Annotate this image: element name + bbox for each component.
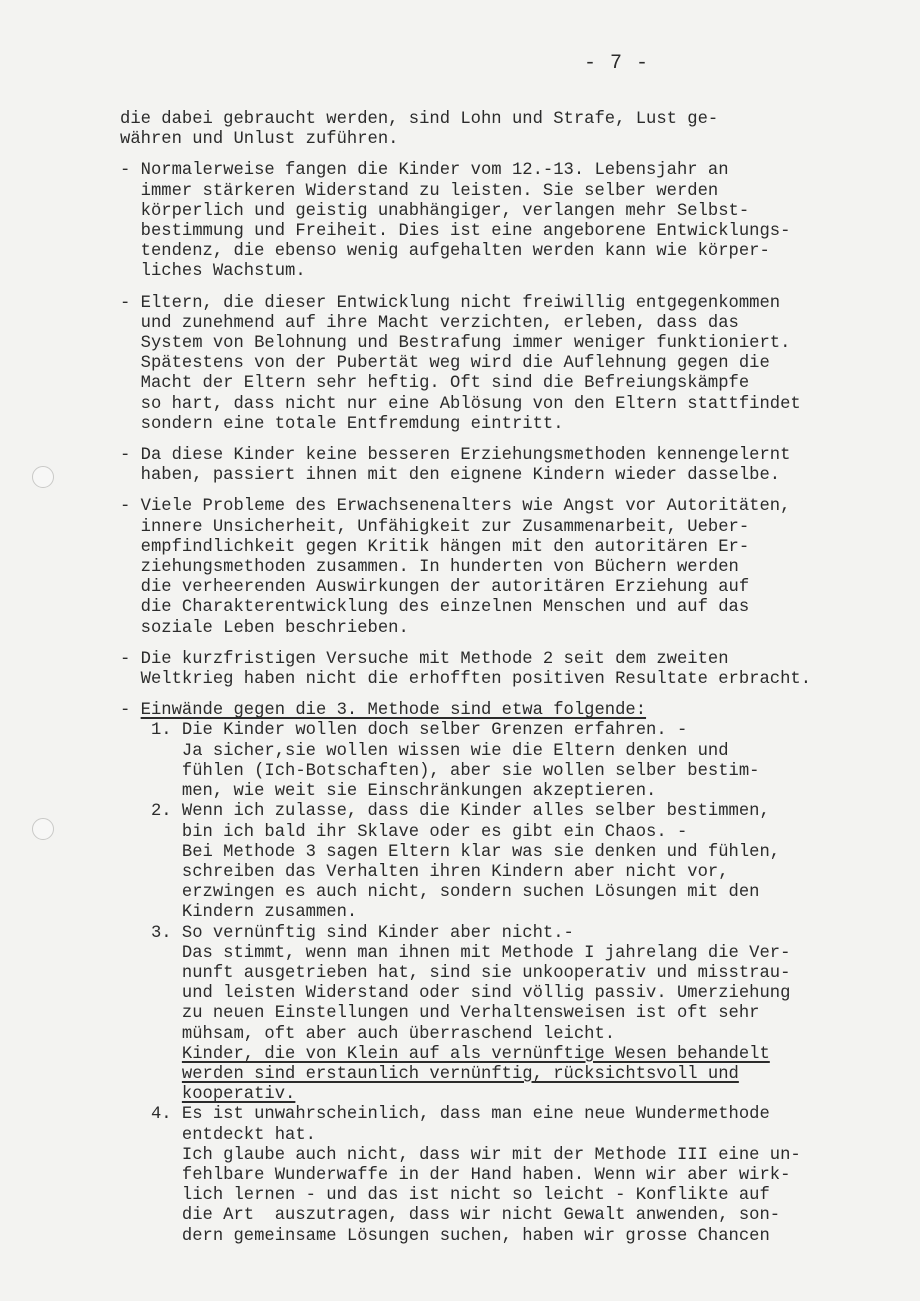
objections-prefix: -	[120, 701, 141, 721]
objection-line: bin ich bald ihr Sklave oder es gibt ein Chaos. -	[120, 822, 688, 842]
bullet-line: so hart, dass nicht nur eine Ablösung von den Eltern stattfindet	[120, 394, 801, 414]
bullet-item	[120, 650, 880, 690]
bullet-line: Macht der Eltern sehr heftig. Oft sind die Befreiungskämpfe	[120, 374, 750, 394]
intro-line: währen und Unlust zuführen.	[120, 130, 399, 150]
bullet-line: sondern eine totale Entfremdung eintritt.	[120, 414, 564, 434]
bullet-line: und zunehmend auf ihre Macht verzichten, erleben, dass das	[120, 313, 739, 333]
objections-heading: Einwände gegen die 3. Methode sind etwa folgende:	[140, 701, 647, 721]
objection-line: Bei Methode 3 sagen Eltern klar was sie denken und fühlen,	[120, 842, 781, 862]
objection-line: Ja sicher,sie wollen wissen wie die Eltern denken und	[120, 741, 729, 761]
intro-line: die dabei gebraucht werden, sind Lohn und Strafe, Lust ge-	[120, 110, 719, 129]
bullet-line: ziehungsmethoden zusammen. In hunderten von Büchern werden	[120, 558, 739, 578]
objection-line: men, wie weit sie Einschränkungen akzeptieren.	[120, 782, 657, 802]
underlined-text: werden sind erstaunlich vernünftig, rücksichtsvoll und	[181, 1064, 739, 1084]
bullet-line: liches Wachstum.	[120, 262, 306, 282]
objections-section	[120, 701, 880, 1246]
bullet-item	[120, 161, 880, 282]
bullet-line: die verheerenden Auswirkungen der autoritären Erziehung auf	[120, 578, 750, 598]
objection-line: mühsam, oft aber auch überraschend leicht.	[120, 1024, 616, 1044]
objection-line: 1. Die Kinder wollen doch selber Grenzen erfahren. -	[120, 721, 688, 741]
objection-line: Das stimmt, wenn man ihnen mit Methode I jahrelang die Ver-	[120, 943, 791, 963]
bullet-line: bestimmung und Freiheit. Dies ist eine angeborene Entwicklungs-	[120, 222, 791, 242]
bullet-item	[120, 497, 880, 638]
bullet-line: - Da diese Kinder keine besseren Erziehungsmethoden kennengelernt	[120, 446, 791, 466]
objection-line: 3. So vernünftig sind Kinder aber nicht.-	[120, 923, 574, 943]
objection-item	[120, 721, 880, 802]
objection-line: erzwingen es auch nicht, sondern suchen Lösungen mit den	[120, 883, 760, 903]
bullet-line: Weltkrieg haben nicht die erhofften positiven Resultate erbracht.	[120, 670, 812, 690]
underlined-line	[120, 1085, 880, 1105]
bullet-line: - Eltern, die dieser Entwicklung nicht freiwillig entgegenkommen	[120, 293, 781, 313]
underlined-text: Kinder, die von Klein auf als vernünftige Wesen behandelt	[181, 1044, 770, 1064]
objection-line: fehlbare Wunderwaffe in der Hand haben. Wenn wir aber wirk-	[120, 1165, 791, 1185]
bullet-line: die Charakterentwicklung des einzelnen Menschen und auf das	[120, 598, 750, 618]
bullet-line: Spätestens von der Pubertät weg wird die Auflehnung gegen die	[120, 354, 770, 374]
bullet-line: empfindlichkeit gegen Kritik hängen mit den autoritären Er-	[120, 537, 750, 557]
page-number: - 7 -	[584, 52, 650, 75]
objection-line: zu neuen Einstellungen und Verhaltensweisen ist oft sehr	[120, 1004, 760, 1024]
underlined-line	[120, 1045, 880, 1065]
objection-line: 4. Es ist unwahrscheinlich, dass man eine neue Wundermethode	[120, 1105, 770, 1125]
bullet-line: haben, passiert ihnen mit den eignene Kindern wieder dasselbe.	[120, 466, 781, 486]
objection-line: fühlen (Ich-Botschaften), aber sie wollen selber bestim-	[120, 761, 760, 781]
objection-line: nunft ausgetrieben hat, sind sie unkooperativ und misstrau-	[120, 963, 791, 983]
bullet-line: körperlich und geistig unabhängiger, verlangen mehr Selbst-	[120, 201, 750, 221]
objection-line: und leisten Widerstand oder sind völlig passiv. Umerziehung	[120, 984, 791, 1004]
objection-line: entdeckt hat.	[120, 1125, 316, 1145]
objection-line: die Art auszutragen, dass wir nicht Gewalt anwenden, son-	[120, 1206, 781, 1226]
bullet-item	[120, 294, 880, 435]
punch-hole-bottom	[32, 818, 54, 840]
objection-line: Ich glaube auch nicht, dass wir mit der Methode III eine un-	[120, 1145, 801, 1165]
underlined-text: kooperativ.	[181, 1085, 296, 1105]
punch-hole-top	[32, 466, 54, 488]
underlined-line	[120, 1065, 880, 1085]
objection-item	[120, 924, 880, 1106]
objection-list	[120, 721, 880, 1246]
line-indent	[120, 1045, 182, 1064]
objection-line: schreiben das Verhalten ihren Kindern aber nicht vor,	[120, 862, 729, 882]
intro-paragraph	[120, 110, 880, 150]
bullet-line: System von Belohnung und Bestrafung immer weniger funktioniert.	[120, 334, 791, 354]
bullet-line: soziale Leben beschrieben.	[120, 618, 409, 638]
line-indent	[120, 1065, 182, 1084]
bullet-line: innere Unsicherheit, Unfähigkeit zur Zusammenarbeit, Ueber-	[120, 517, 750, 537]
line-indent	[120, 1085, 182, 1104]
objection-line: 2. Wenn ich zulasse, dass die Kinder alles selber bestimmen,	[120, 802, 770, 822]
bullet-line: - Normalerweise fangen die Kinder vom 12.-13. Lebensjahr an	[120, 161, 729, 181]
bullet-line: - Die kurzfristigen Versuche mit Methode 2 seit dem zweiten	[120, 649, 729, 669]
bullet-line: - Viele Probleme des Erwachsenenalters wie Angst vor Autoritäten,	[120, 497, 791, 517]
bullet-item	[120, 446, 880, 486]
objection-line: lich lernen - und das ist nicht so leicht - Konflikte auf	[120, 1186, 770, 1206]
objections-heading-line	[120, 701, 880, 721]
objection-line: Kindern zusammen.	[120, 903, 358, 923]
page-body	[120, 110, 880, 1258]
objection-item	[120, 1105, 880, 1246]
objection-line: dern gemeinsame Lösungen suchen, haben wir grosse Chancen	[120, 1226, 770, 1246]
objection-item	[120, 802, 880, 923]
bullet-line: immer stärkeren Widerstand zu leisten. Sie selber werden	[120, 181, 719, 201]
bullet-list	[120, 161, 880, 690]
bullet-line: tendenz, die ebenso wenig aufgehalten werden kann wie körper-	[120, 242, 770, 262]
